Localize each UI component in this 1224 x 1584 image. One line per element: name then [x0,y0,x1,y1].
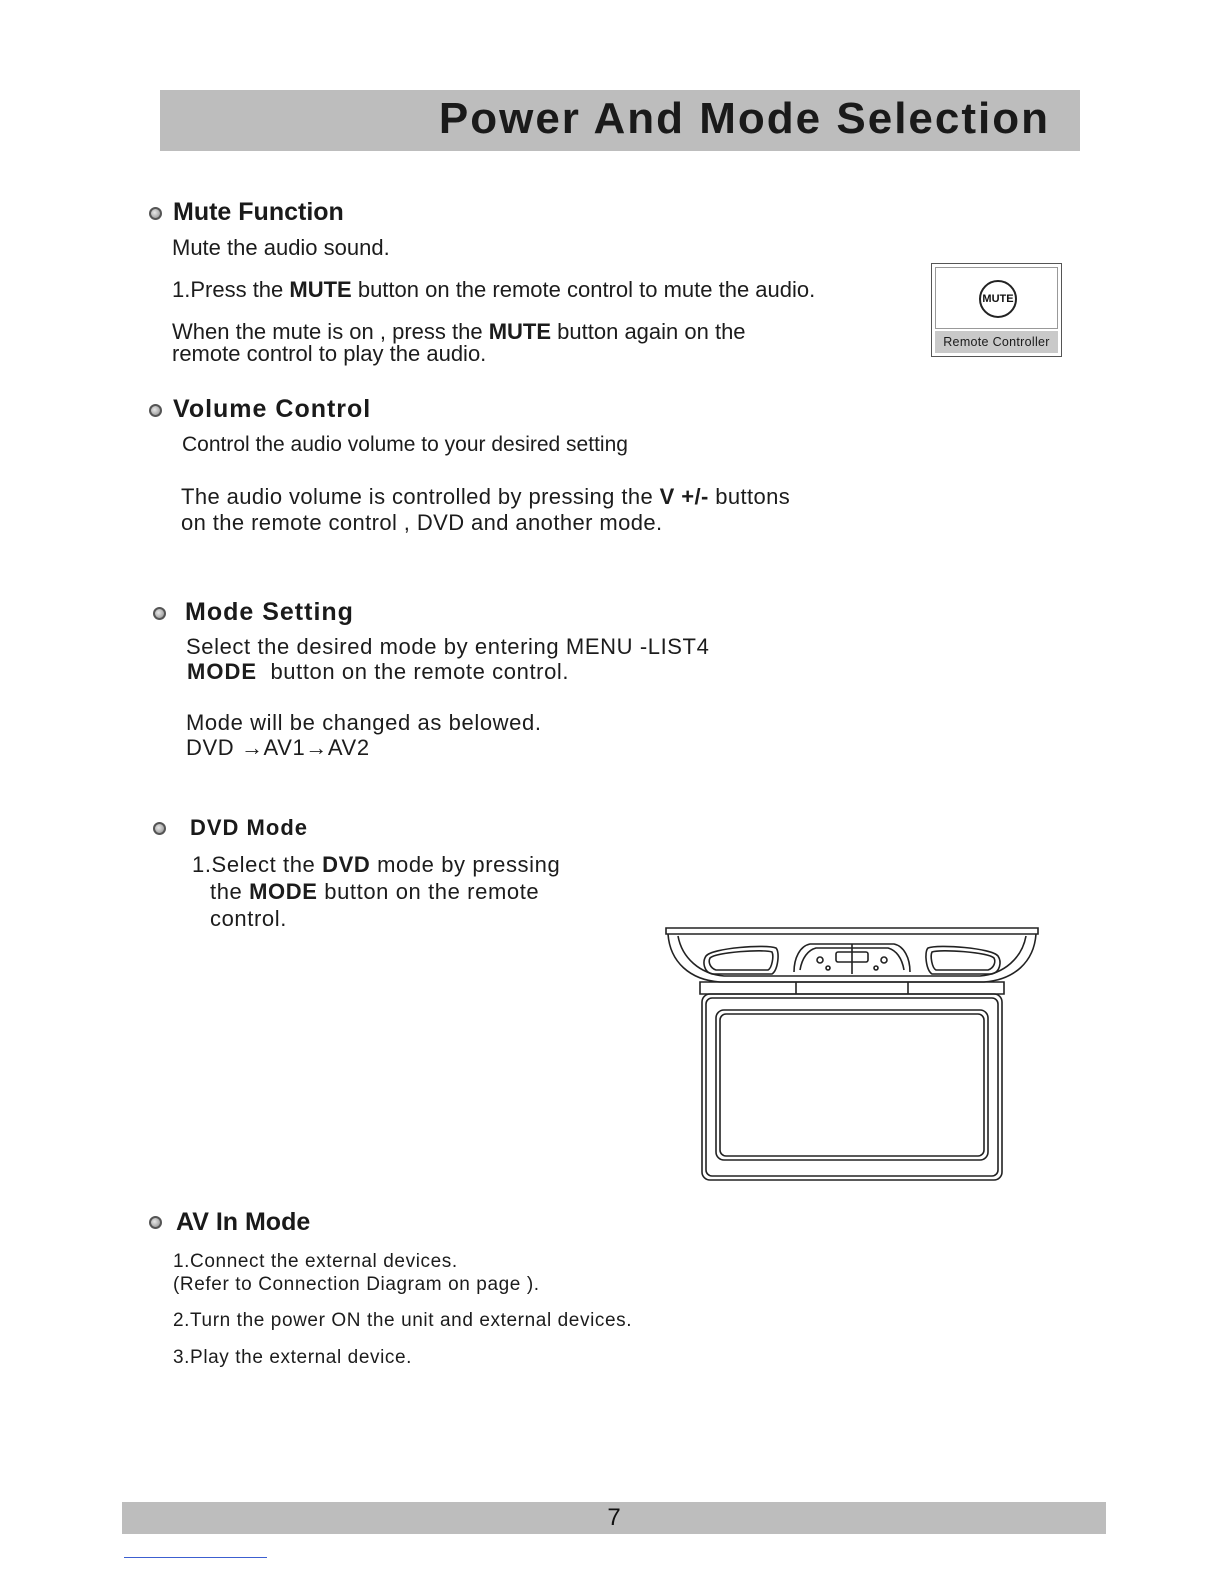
mute-description: Mute the audio sound. [172,235,390,260]
link-underline[interactable] [124,1557,267,1558]
overhead-monitor-illustration [660,922,1044,1184]
bullet-icon [153,822,166,835]
volume-description: Control the audio volume to your desired setting [182,433,628,456]
av-mode-title: AV In Mode [176,1208,311,1236]
bullet-icon [149,404,162,417]
page-title: Power And Mode Selection [438,94,1050,143]
mode-setting-line-3: Mode will be changed as belowed. [186,710,542,735]
bullet-icon [153,607,166,620]
volume-section-title: Volume Control [173,395,372,423]
mute-note-line-2: remote control to play the audio. [172,341,487,366]
dvd-mode-title: DVD Mode [190,815,308,840]
dvd-mode-line-2: the MODE button on the remote [210,879,540,904]
footer-bar [122,1502,1106,1534]
mute-button-icon: MUTE [979,280,1017,318]
volume-line-1: The audio volume is controlled by pressing the V +/- buttons [181,484,791,509]
dvd-mode-line-3: control. [210,906,287,931]
remote-caption: Remote Controller [935,331,1058,353]
av-step-3: 3.Play the external device. [173,1347,413,1368]
av-step-1: 1.Connect the external devices. [173,1251,458,1272]
bullet-icon [149,207,162,220]
av-step-1-reference: (Refer to Connection Diagram on page ). [173,1274,540,1295]
mode-sequence: DVD →AV1→AV2 [186,735,370,760]
mode-setting-line-2: MODE button on the remote control. [187,659,570,684]
mode-setting-title: Mode Setting [185,598,354,626]
header-bar [160,90,1080,151]
dvd-mode-line-1: 1.Select the DVD mode by pressing [192,852,561,877]
mode-setting-line-1: Select the desired mode by entering MENU -LIST4 [186,634,710,659]
remote-panel [935,267,1058,329]
mute-step-1: 1.Press the MUTE button on the remote control to mute the audio. [172,277,816,302]
volume-line-2: on the remote control , DVD and another mode. [181,510,663,535]
page-number: 7 [607,1504,621,1531]
mute-note-line-1: When the mute is on , press the MUTE button again on the [172,319,746,344]
bullet-icon [149,1216,162,1229]
mute-section-title: Mute Function [173,198,344,226]
remote-controller-figure [931,263,1062,357]
av-step-2: 2.Turn the power ON the unit and external devices. [173,1310,633,1331]
